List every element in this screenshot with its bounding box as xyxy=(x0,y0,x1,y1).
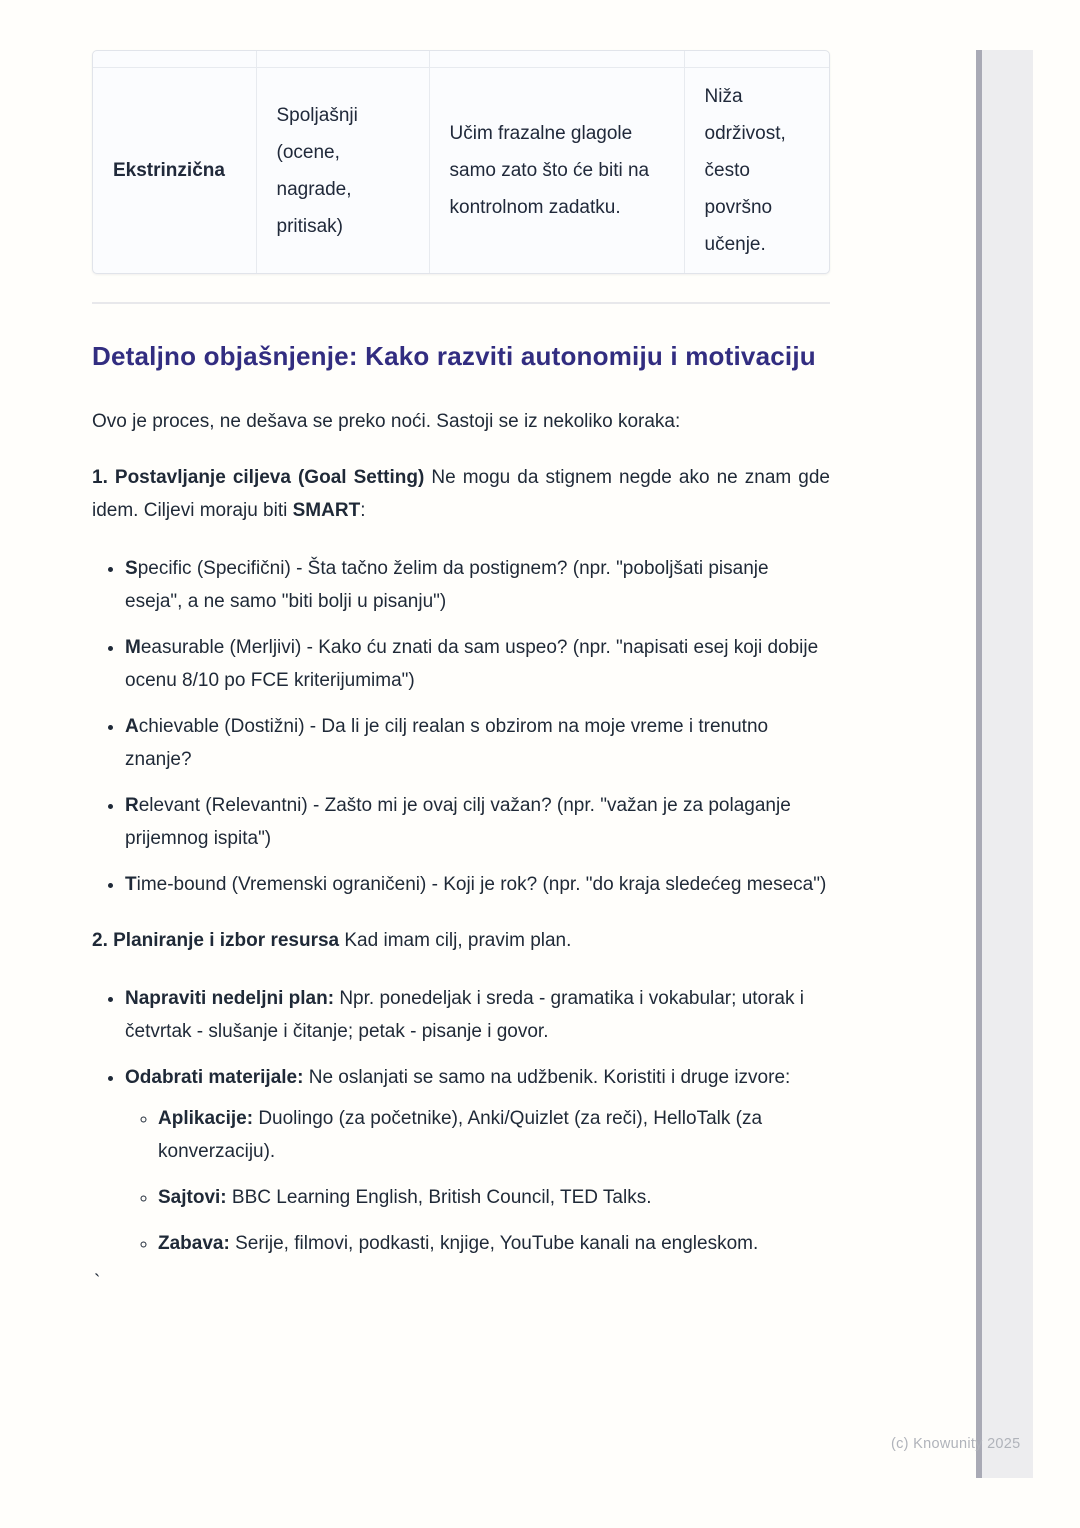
item-text: BBC Learning English, British Council, TED Talks. xyxy=(226,1187,652,1208)
document-page xyxy=(92,0,830,1293)
smart-list xyxy=(92,552,830,901)
section-divider xyxy=(92,302,830,304)
table-cell-empty xyxy=(256,51,429,68)
item-text: chievable (Dostižni) - Da li je cilj realan s obzirom na moje vreme i trenutno znanje? xyxy=(125,716,769,770)
list-item-fun xyxy=(158,1227,830,1260)
item-bold-label: Zabava: xyxy=(158,1233,230,1254)
list-item-apps xyxy=(158,1102,830,1168)
step-1-tail: : xyxy=(360,500,366,521)
item-bold-letter: S xyxy=(125,558,138,579)
item-bold-letter: M xyxy=(125,637,141,658)
item-text: easurable (Merljivi) - Kako ću znati da sam uspeo? (npr. "napisati esej koji dobije ocenu 8/10 po FCE kriterijumima") xyxy=(125,637,819,691)
table-cell-empty xyxy=(429,51,684,68)
list-item-timebound xyxy=(125,868,830,901)
step-1-paragraph xyxy=(92,461,830,527)
step-1-label: 1. Postavljanje ciljeva (Goal Setting) xyxy=(92,467,425,488)
table-cell-motivation-type: Ekstrinzična xyxy=(93,68,256,274)
list-item-weekly-plan xyxy=(125,982,830,1048)
resources-sublist xyxy=(125,1102,830,1260)
copyright-watermark: (c) Knowunity 2025 xyxy=(891,1436,1021,1452)
item-bold-letter: A xyxy=(125,716,139,737)
table-row-clipped xyxy=(93,51,830,68)
step-2-label: 2. Planiranje i izbor resursa xyxy=(92,930,340,951)
list-item-relevant xyxy=(125,789,830,855)
intro-paragraph: Ovo je proces, ne dešava se preko noći. Sastoji se iz nekoliko koraka: xyxy=(92,411,681,432)
table-cell-example: Učim frazalne glagole samo zato što će biti na kontrolnom zadatku. xyxy=(429,68,684,274)
item-text: Npr. ponedeljak i sreda - gramatika i vokabular; utorak i četvrtak - slušanje i čitanje; petak - pisanje i govor. xyxy=(125,988,804,1042)
table-cell-empty xyxy=(93,51,256,68)
item-bold-label: Napraviti nedeljni plan: xyxy=(125,988,335,1009)
table-row xyxy=(93,68,830,274)
item-text: elevant (Relevantni) - Zašto mi je ovaj cilj važan? (npr. "važan je za polaganje prijemnog ispita") xyxy=(125,795,791,849)
list-item-achievable xyxy=(125,710,830,776)
list-item-measurable xyxy=(125,631,830,697)
plan-list xyxy=(92,982,830,1260)
item-bold-label: Sajtovi: xyxy=(158,1187,227,1208)
item-bold-letter: T xyxy=(125,874,137,895)
item-bold-label: Odabrati materijale: xyxy=(125,1067,304,1088)
table-cell-empty xyxy=(684,51,830,68)
item-bold-letter: R xyxy=(125,795,139,816)
item-text: Serije, filmovi, podkasti, knjige, YouTube kanali na engleskom. xyxy=(229,1233,759,1254)
right-page-gutter xyxy=(982,50,1033,1478)
table-cell-source: Spoljašnji (ocene, nagrade, pritisak) xyxy=(256,68,429,274)
motivation-table-grid xyxy=(93,51,830,273)
step-1-text: Ne mogu da stignem negde ako ne znam gde idem. Ciljevi moraju biti xyxy=(92,467,830,521)
item-text: Duolingo (za početnike), Anki/Quizlet (za reči), HelloTalk (za konverzaciju). xyxy=(158,1108,763,1162)
item-bold-label: Aplikacije: xyxy=(158,1108,254,1129)
stray-backtick: ` xyxy=(94,1272,101,1293)
step-2-text: Kad imam cilj, pravim plan. xyxy=(339,930,572,951)
item-text: Ne oslanjati se samo na udžbenik. Koristiti i druge izvore: xyxy=(303,1067,791,1088)
section-heading: Detaljno objašnjenje: Kako razviti autonomiju i motivaciju xyxy=(92,341,816,371)
item-text: pecific (Specifični) - Šta tačno želim da postignem? (npr. "poboljšati pisanje eseja", a ne samo "biti bolji u pisanju") xyxy=(125,558,769,612)
list-item-sites xyxy=(158,1181,830,1214)
scrollbar[interactable] xyxy=(976,50,982,1478)
item-text: ime-bound (Vremenski ograničeni) - Koji je rok? (npr. "do kraja sledećeg meseca") xyxy=(136,874,827,895)
step-2-paragraph xyxy=(92,924,830,957)
list-item-specific xyxy=(125,552,830,618)
table-cell-outcome: Niža održivost, često površno učenje. xyxy=(684,68,830,274)
list-item-materials xyxy=(125,1061,830,1260)
motivation-table xyxy=(92,50,830,274)
smart-acronym: SMART xyxy=(292,500,361,521)
